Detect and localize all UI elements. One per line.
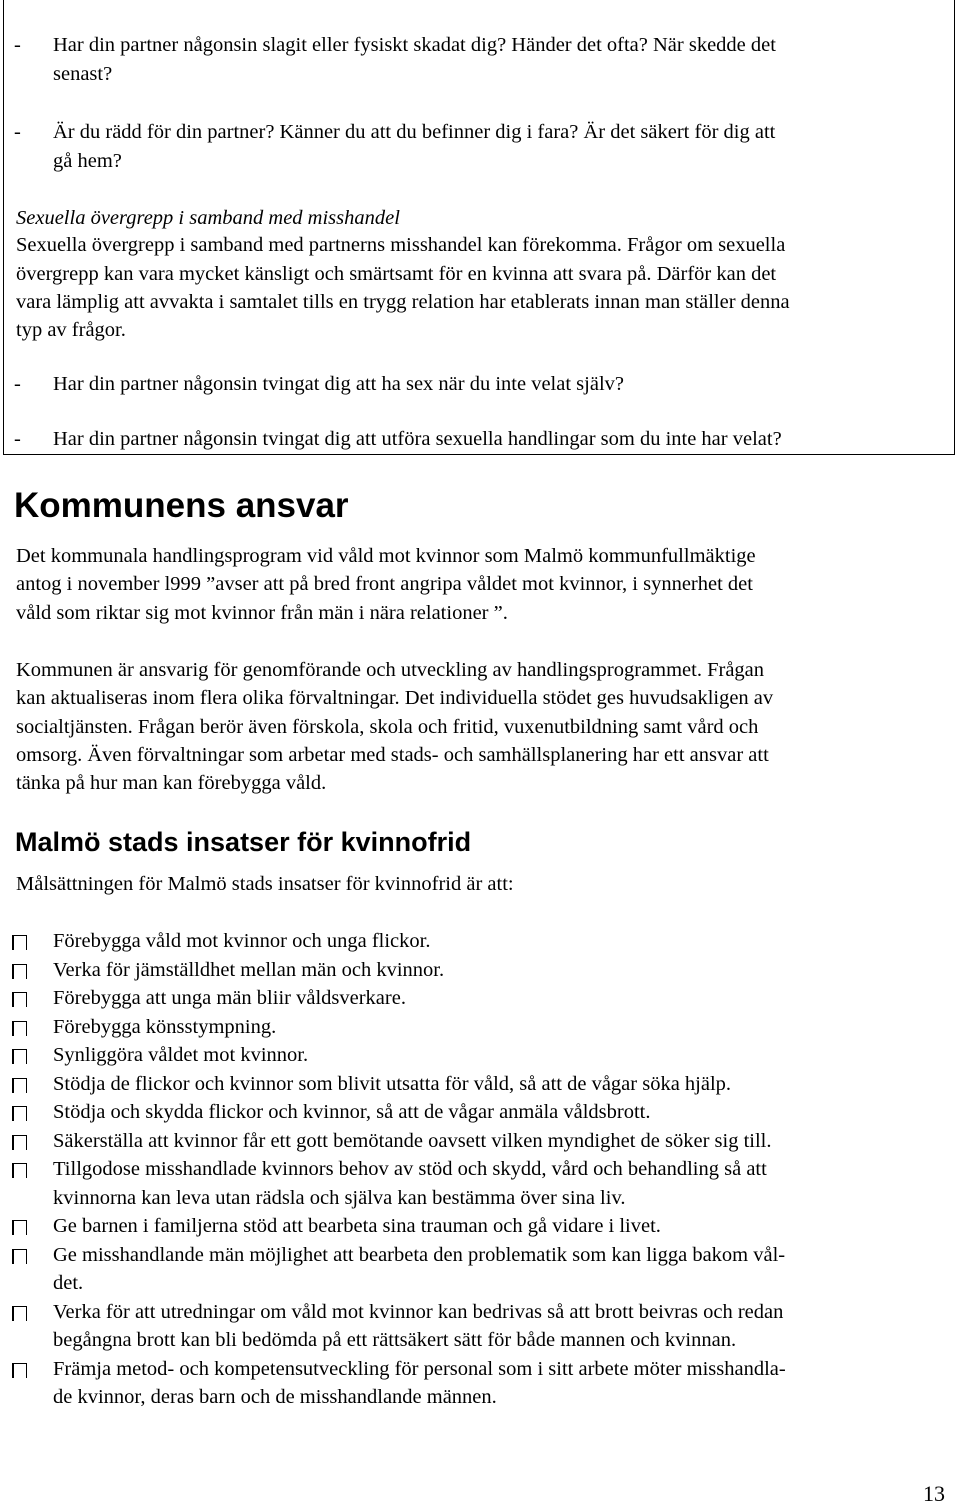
checkbox-bullet-icon (12, 1135, 27, 1150)
goal-item-line: det. (53, 1272, 84, 1294)
list-dash: - (14, 428, 21, 450)
checkbox-bullet-icon (12, 1049, 27, 1064)
goal-item-line: Stödja de flickor och kvinnor som blivit utsatta för våld, så att de vågar söka hjälp. (53, 1072, 732, 1095)
page-number: 13 (923, 1481, 945, 1506)
goal-item-line: Främja metod- och kompetensutveckling för personal som i sitt arbete möter misshandla- (53, 1357, 786, 1380)
checkbox-bullet-icon (12, 935, 27, 950)
checkbox-bullet-icon (12, 1306, 27, 1321)
goals-intro: Målsättningen för Malmö stads insatser för kvinnofrid är att: (16, 873, 514, 895)
section1-paragraph2-line: socialtjänsten. Frågan berör även förskola, skola och fritid, vuxenutbildning samt vård och (16, 716, 759, 738)
section1-paragraph2-line: Kommunen är ansvarig för genomförande och utveckling av handlingsprogrammet. Frågan (16, 659, 765, 681)
goal-item-line: kvinnorna kan leva utan rädsla och själva kan bestämma över sina liv. (53, 1186, 626, 1209)
goal-item-line: Verka för jämställdhet mellan män och kvinnor. (53, 958, 445, 981)
goal-item-line: Förebygga könsstympning. (53, 1015, 277, 1038)
section1-paragraph2-line: kan aktualiseras inom flera olika förvaltningar. Det individuella stödet ges huvudsakligen av (16, 687, 774, 709)
goal-item-line: Stödja och skydda flickor och kvinnor, så att de vågar anmäla våldsbrott. (53, 1101, 651, 1123)
section1-paragraph1-line: antog i november l999 ”avser att på bred front angripa våldet mot kvinnor, i synnerhet det (16, 573, 753, 595)
question-1-line-2: senast? (53, 63, 113, 85)
box-paragraph-line: övergrepp kan vara mycket känsligt och smärtsamt för en kvinna att svara på. Därför kan det (16, 263, 777, 285)
goal-item-line: Verka för att utredningar om våld mot kvinnor kan bedrivas så att brott beivras och redan (53, 1300, 784, 1323)
checkbox-bullet-icon (12, 1363, 27, 1378)
question-1-line-1: Har din partner någonsin slagit eller fysiskt skadat dig? Händer det ofta? När skedde det (53, 34, 776, 56)
goal-item-line: Ge misshandlande män möjlighet att bearbeta den problematik som kan ligga bakom vål- (53, 1243, 786, 1266)
checkbox-bullet-icon (12, 1021, 27, 1036)
checkbox-bullet-icon (12, 1163, 27, 1178)
section-title-kommunens-ansvar: Kommunens ansvar (14, 486, 349, 525)
box-subheading: Sexuella övergrepp i samband med misshandel (16, 207, 400, 229)
list-dash: - (14, 373, 21, 395)
checkbox-bullet-icon (12, 1249, 27, 1264)
goal-item-line: Förebygga våld mot kvinnor och unga flickor. (53, 930, 431, 952)
goal-item-line: Säkerställa att kvinnor får ett gott bemötande oavsett vilken myndighet de söker sig till. (53, 1129, 772, 1152)
section1-paragraph2-line: omsorg. Även förvaltningar som arbetar med stads- och samhällsplanering har ett ansvar att (16, 744, 769, 766)
list-dash: - (14, 34, 21, 56)
box-paragraph-line: typ av frågor. (16, 319, 126, 341)
goal-item-line: Synliggöra våldet mot kvinnor. (53, 1044, 309, 1066)
question-3: Har din partner någonsin tvingat dig att ha sex när du inte velat själv? (53, 373, 624, 395)
section-title-malmo-insatser: Malmö stads insatser för kvinnofrid (15, 827, 472, 857)
checkbox-bullet-icon (12, 1220, 27, 1235)
list-dash: - (14, 121, 21, 143)
goal-item-line: Förebygga att unga män bliir våldsverkare. (53, 987, 406, 1009)
question-4: Har din partner någonsin tvingat dig att utföra sexuella handlingar som du inte har velat? (53, 428, 782, 450)
goal-item-line: de kvinnor, deras barn och de misshandlande männen. (53, 1386, 497, 1408)
checkbox-bullet-icon (12, 964, 27, 979)
box-paragraph-line: Sexuella övergrepp i samband med partnerns misshandel kan förekomma. Frågor om sexuella (16, 234, 786, 256)
section1-paragraph2-line: tänka på hur man kan förebygga våld. (16, 772, 327, 794)
checkbox-bullet-icon (12, 1106, 27, 1121)
checkbox-bullet-icon (12, 1078, 27, 1093)
goal-item-line: begångna brott kan bli bedömda på ett rättsäkert sätt för både mannen och kvinnan. (53, 1329, 737, 1351)
goal-item-line: Ge barnen i familjerna stöd att bearbeta sina trauman och gå vidare i livet. (53, 1215, 661, 1237)
question-2-line-2: gå hem? (53, 150, 122, 172)
question-2-line-1: Är du rädd för din partner? Känner du att du befinner dig i fara? Är det säkert för dig att (53, 121, 776, 143)
box-paragraph-line: vara lämplig att avvakta i samtalet tills en trygg relation har etablerats innan man ställer denna (16, 291, 790, 313)
section1-paragraph1-line: våld som riktar sig mot kvinnor från män i nära relationer ”. (16, 602, 508, 624)
checkbox-bullet-icon (12, 992, 27, 1007)
section1-paragraph1-line: Det kommunala handlingsprogram vid våld mot kvinnor som Malmö kommunfullmäktige (16, 545, 756, 567)
goal-item-line: Tillgodose misshandlade kvinnors behov av stöd och skydd, vård och behandling så att (53, 1158, 767, 1180)
